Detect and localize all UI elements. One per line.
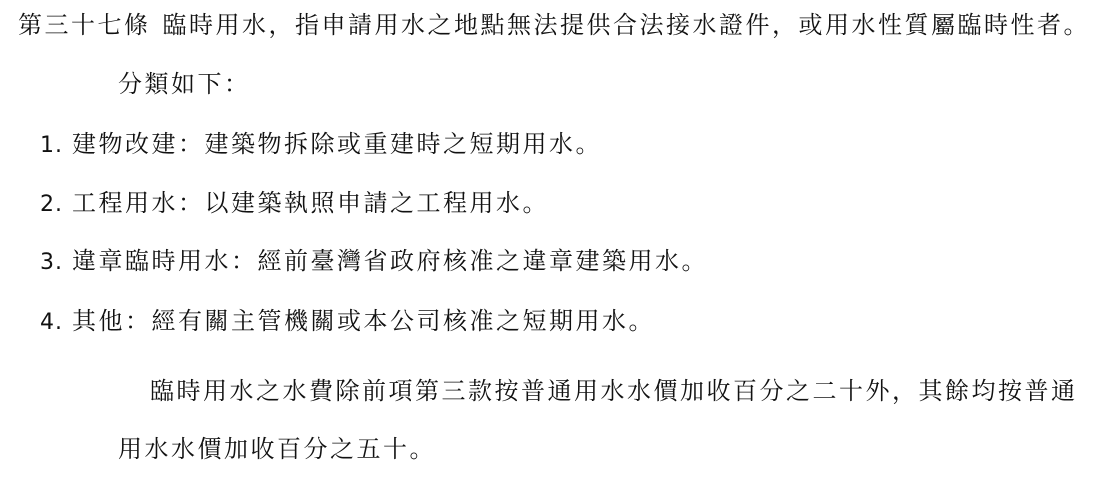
list-item-1 <box>40 129 602 161</box>
list-item-3 <box>40 246 708 278</box>
fee-note-line-1: 臨時用水之水費除前項第三款按普通用水水價加收百分之二十外，其餘均按普通 <box>150 377 1078 405</box>
list-item-2-text: 工程用水：以建築執照申請之工程用水。 <box>72 189 549 217</box>
list-item-3-text: 違章臨時用水：經前臺灣省政府核准之違章建築用水。 <box>72 247 708 275</box>
list-item-1-number: 1. <box>40 133 63 158</box>
classification-heading: 分類如下： <box>118 70 251 98</box>
list-item-2 <box>40 188 549 220</box>
article-body-text: 臨時用水，指申請用水之地點無法提供合法接水證件，或用水性質屬臨時性者。 <box>162 11 1090 39</box>
list-item-4-text: 其他：經有關主管機關或本公司核准之短期用水。 <box>72 307 655 335</box>
list-item-2-number: 2. <box>40 192 63 217</box>
list-item-4-number: 4. <box>40 310 63 335</box>
list-item-3-number: 3. <box>40 250 63 275</box>
fee-note-line-2: 用水水價加收百分之五十。 <box>118 435 436 463</box>
list-item-1-text: 建物改建：建築物拆除或重建時之短期用水。 <box>72 130 602 158</box>
list-item-4 <box>40 306 655 338</box>
article-number: 第三十七條 <box>18 11 151 39</box>
article-line <box>18 10 1090 40</box>
